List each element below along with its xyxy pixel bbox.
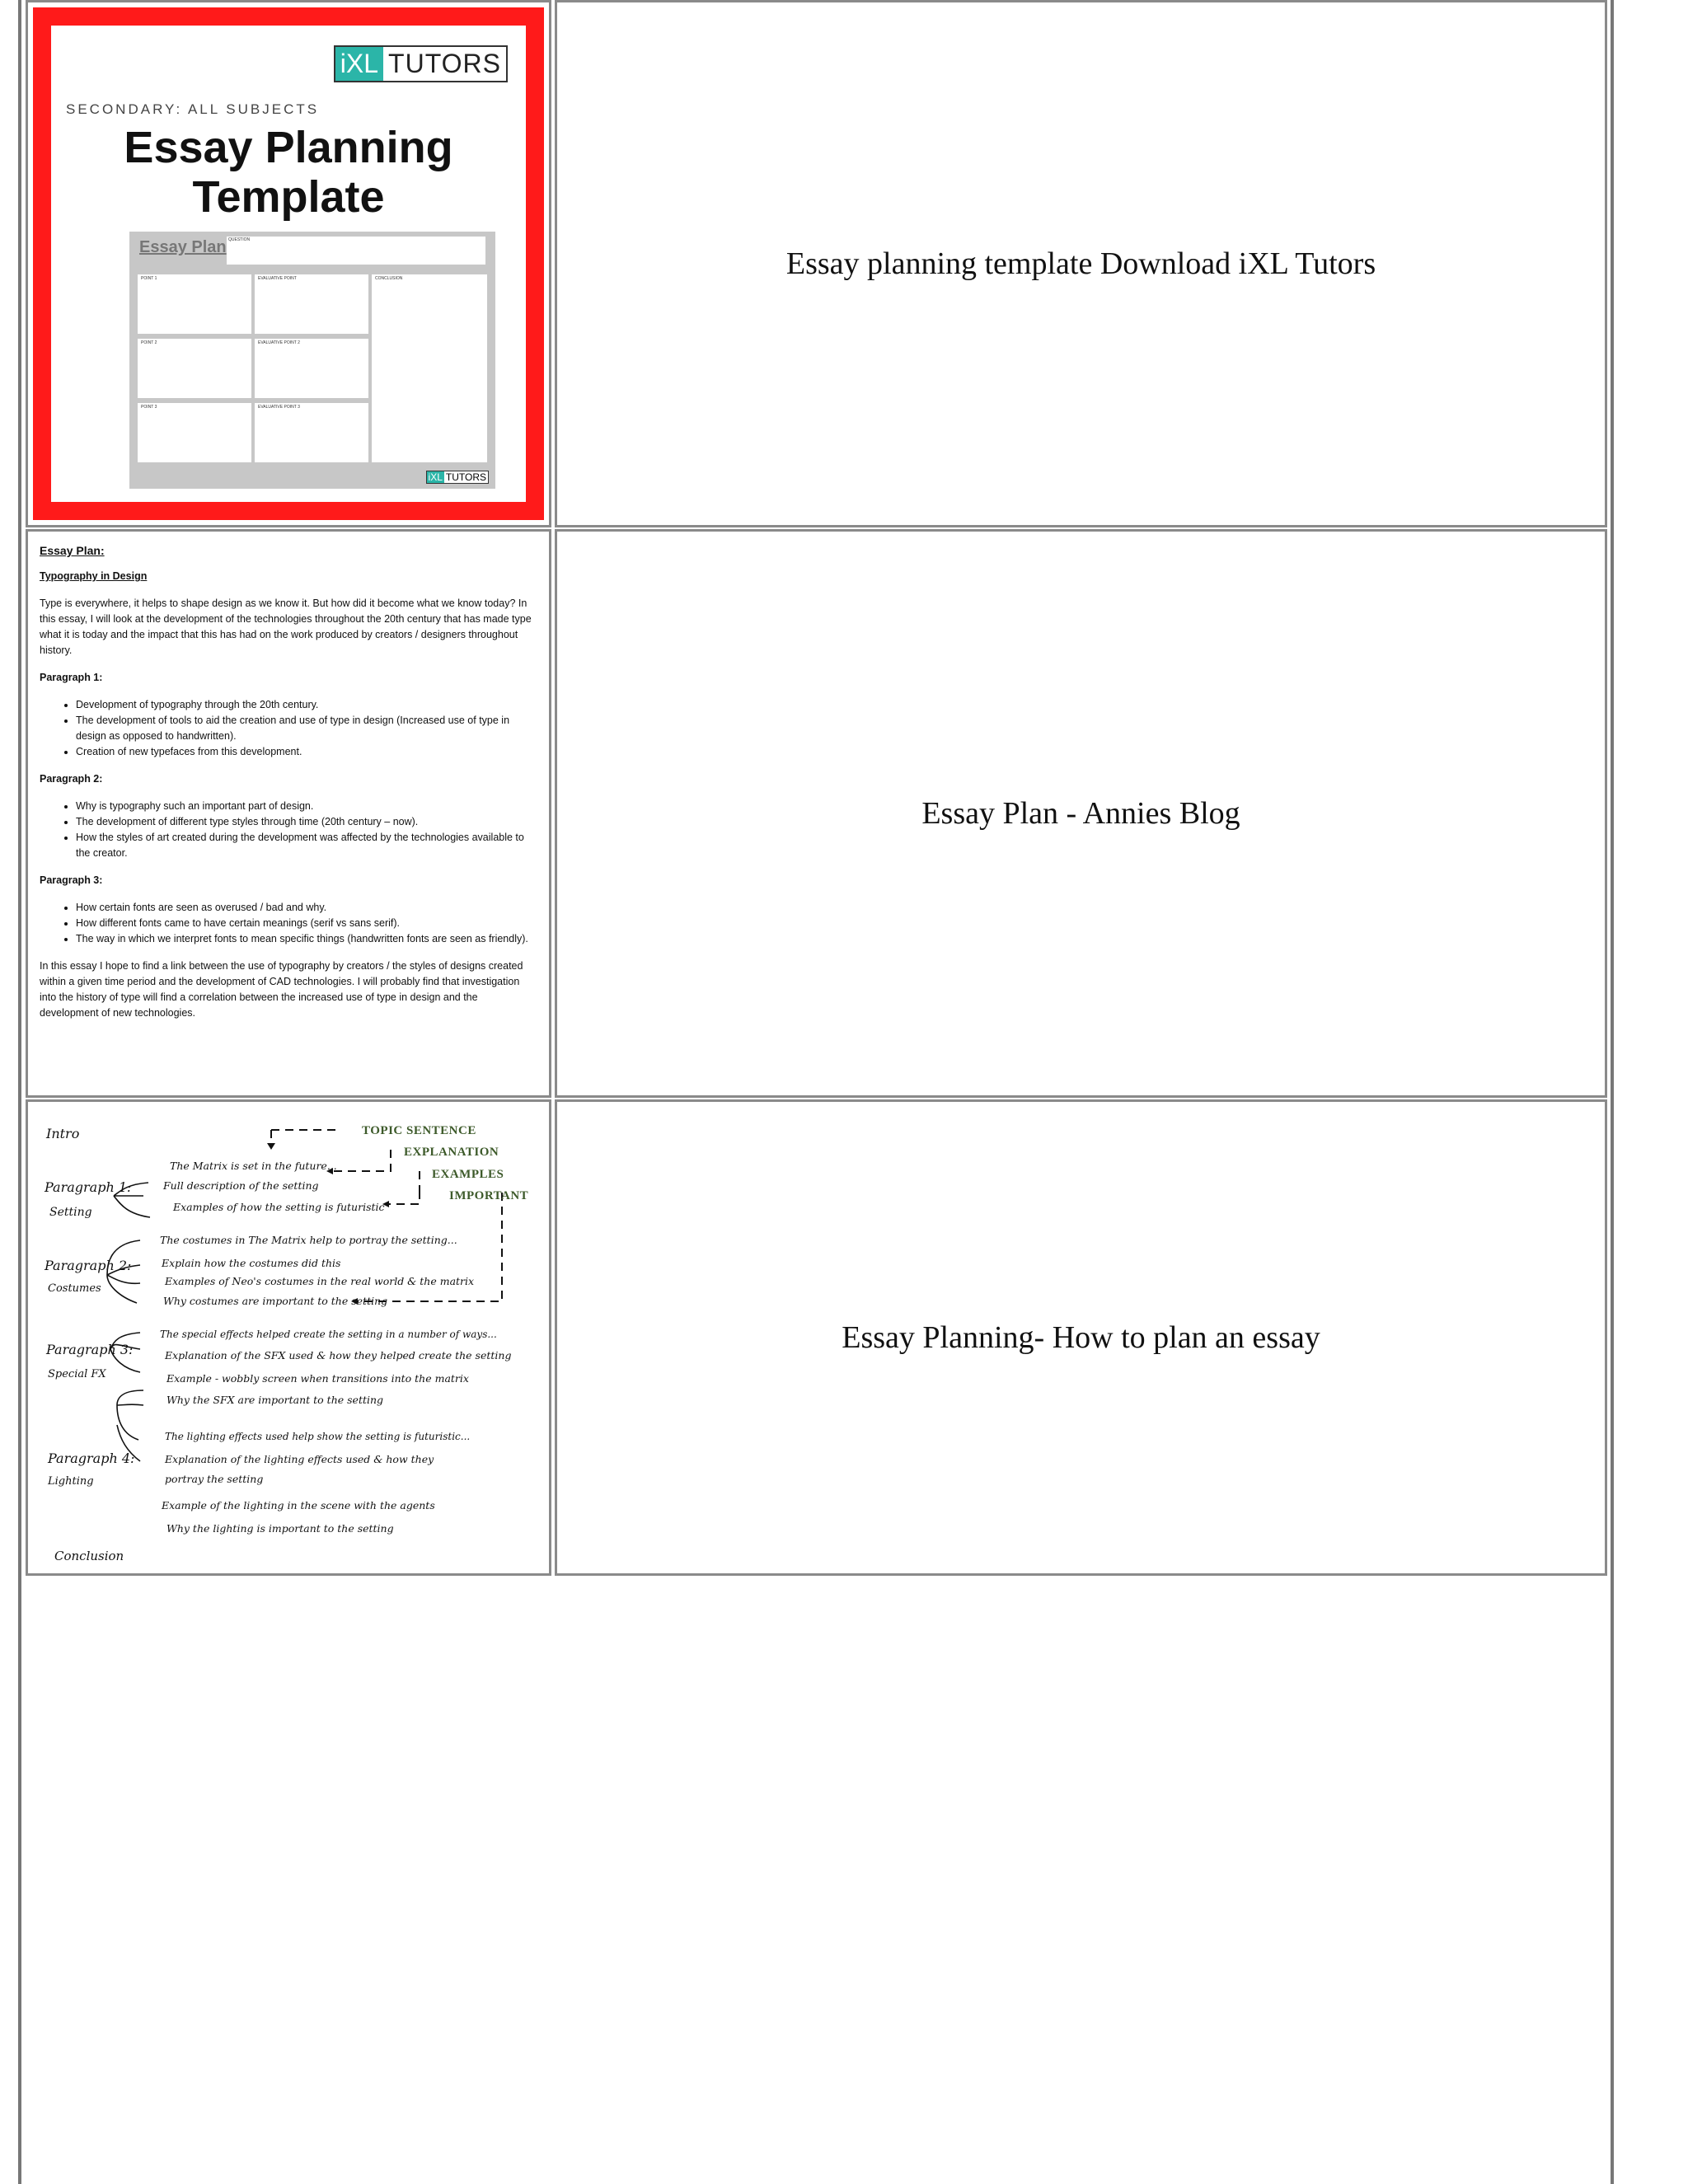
diagram-p1: Paragraph 1:: [45, 1179, 132, 1195]
diagram-conclusion: Conclusion: [54, 1549, 124, 1563]
mini-logo: [426, 471, 489, 484]
eval-1-label: EVALUATIVE POINT: [258, 276, 297, 281]
question-box: [227, 237, 485, 265]
list-item: • Development of typography through the 20th century.: [76, 697, 537, 713]
row-2-image-cell[interactable]: [26, 529, 551, 1098]
diagram-p3-line: Why the SFX are important to the setting: [166, 1394, 384, 1406]
row-2-caption-cell: [555, 529, 1607, 1098]
list-item: • Creation of new typefaces from this development.: [76, 744, 537, 760]
doc-intro: Type is everywhere, it helps to shape design as we know it. But how did it become what we know today? In this essay, I will look at the development of the technologies throughout the 20th century that has made type what it is today and the impact that this has had on the work produced by creators / designers throughout history.: [40, 598, 532, 656]
diagram-p2-sub: Costumes: [48, 1282, 101, 1295]
eval-3-box: [255, 403, 368, 462]
diagram-p2-line: The costumes in The Matrix help to portray the setting...: [160, 1234, 457, 1246]
row-3-caption[interactable]: Essay Planning- How to plan an essay: [842, 1320, 1320, 1355]
diagram-intro: Intro: [46, 1126, 80, 1141]
brace-curves: [107, 1183, 150, 1461]
list-item: • The development of different type styles through time (20th century – now).: [76, 814, 537, 830]
doc-heading: Essay Plan:: [40, 544, 105, 557]
point-2-box: [138, 339, 251, 398]
diagram-p4-line: Example of the lighting in the scene with the agents: [162, 1499, 435, 1511]
point-1-label: POINT 1: [141, 276, 157, 281]
question-label: QUESTION: [228, 237, 251, 242]
point-3-label: POINT 3: [141, 405, 157, 410]
doc-paragraph-1-list: [40, 697, 537, 760]
logo-tutors: TUTORS: [388, 49, 501, 78]
row-1-caption[interactable]: Essay planning template Download iXL Tutors: [785, 246, 1376, 281]
point-1-box: [138, 274, 251, 334]
point-3-box: [138, 403, 251, 462]
list-item: • The development of tools to aid the creation and use of type in design (Increased use of type in design as opposed to handwritten).: [76, 713, 537, 744]
diagram-p1-line: Examples of how the setting is futuristic: [173, 1201, 385, 1213]
doc-subheading: Typography in Design: [40, 570, 148, 582]
label-explanation: EXPLANATION: [404, 1146, 499, 1159]
eval-2-box: [255, 339, 368, 398]
doc-outro: In this essay I hope to find a link between the use of typography by creators / the styles of designs created within a given time period and the development of CAD technologies. I will probably find that investigation into the history of type will find a correlation between the increased use of type in design and the development of new technologies.: [40, 960, 523, 1019]
eval-1-box: [255, 274, 368, 334]
diagram-p3-line: The special effects helped create the setting in a number of ways...: [160, 1329, 497, 1340]
essay-template-thumbnail: [33, 7, 544, 520]
label-important: IMPORTANT: [449, 1189, 529, 1202]
diagram-p4-line: Explanation of the lighting effects used & how they: [165, 1453, 434, 1465]
label-examples: EXAMPLES: [432, 1168, 504, 1181]
diagram-p2-line: Examples of Neo's costumes in the real world & the matrix: [165, 1275, 475, 1287]
diagram-p2-line: Explain how the costumes did this: [162, 1257, 341, 1269]
diagram-p3-line: Example - wobbly screen when transitions into the matrix: [166, 1372, 469, 1385]
conclusion-label: CONCLUSION: [375, 276, 403, 281]
diagram-p3-line: Explanation of the SFX used & how they helped create the setting: [165, 1349, 512, 1361]
doc-paragraph-2-list: [40, 799, 537, 861]
diagram-p1-line: The Matrix is set in the future...: [170, 1160, 337, 1172]
row-2-caption[interactable]: Essay Plan - Annies Blog: [921, 796, 1240, 831]
diagram-p4-sub: Lighting: [48, 1475, 94, 1488]
list-item: • Why is typography such an important part of design.: [76, 799, 537, 814]
row-1-caption-cell: [555, 0, 1607, 527]
point-2-label: POINT 2: [141, 340, 157, 345]
ixl-tutors-logo: [334, 45, 508, 82]
diagram-p1-sub: Setting: [49, 1206, 92, 1219]
plan-header: Essay Plan: [139, 238, 227, 256]
doc-paragraph-1-title: Paragraph 1:: [40, 672, 103, 683]
thumbnail-kicker: SECONDARY: ALL SUBJECTS: [66, 101, 320, 117]
logo-ixl: iXL: [335, 47, 383, 81]
list-item: • How certain fonts are seen as overused / bad and why.: [76, 900, 537, 916]
list-item: • How different fonts came to have certain meanings (serif vs sans serif).: [76, 916, 537, 931]
doc-paragraph-2-title: Paragraph 2:: [40, 773, 103, 785]
thumbnail-title-line1: Essay Planning: [124, 123, 453, 172]
list-item: • The way in which we interpret fonts to mean specific things (handwritten fonts are seen as friendly).: [76, 931, 537, 947]
row-3-image-cell[interactable]: [26, 1099, 551, 1576]
conclusion-box: [372, 274, 487, 462]
eval-3-label: EVALUATIVE POINT 3: [258, 405, 300, 410]
thumbnail-title-line2: Template: [192, 172, 385, 222]
mini-logo-ixl: iXL: [428, 471, 443, 483]
row-3-caption-cell: [555, 1099, 1607, 1576]
diagram-p4-line: The lighting effects used help show the setting is futuristic...: [165, 1431, 471, 1442]
diagram-p3-sub: Special FX: [48, 1368, 106, 1380]
diagram-p4-line: portray the setting: [165, 1473, 264, 1485]
doc-paragraph-3-title: Paragraph 3:: [40, 874, 103, 886]
plan-grid-preview: [129, 232, 495, 489]
diagram-p1-line: Full description of the setting: [163, 1179, 319, 1192]
doc-paragraph-3-list: [40, 900, 537, 947]
diagram-p2-line: Why costumes are important to the setting: [163, 1295, 388, 1307]
list-item: • How the styles of art created during the development was affected by the technologies available to the creator.: [76, 830, 537, 861]
label-topic-sentence: TOPIC SENTENCE: [362, 1124, 476, 1137]
eval-2-label: EVALUATIVE POINT 2: [258, 340, 300, 345]
diagram-p3: Paragraph 3:: [46, 1342, 134, 1357]
essay-planning-diagram: [28, 1102, 549, 1573]
mini-logo-tutors: TUTORS: [445, 471, 486, 483]
diagram-p4-line: Why the lighting is important to the setting: [166, 1522, 394, 1535]
row-1-image-cell[interactable]: [26, 0, 551, 527]
thumbnail-title: [51, 123, 526, 222]
diagram-p4: Paragraph 4:: [48, 1451, 135, 1466]
essay-plan-document: [40, 543, 537, 1021]
diagram-p2: Paragraph 2:: [45, 1258, 132, 1273]
